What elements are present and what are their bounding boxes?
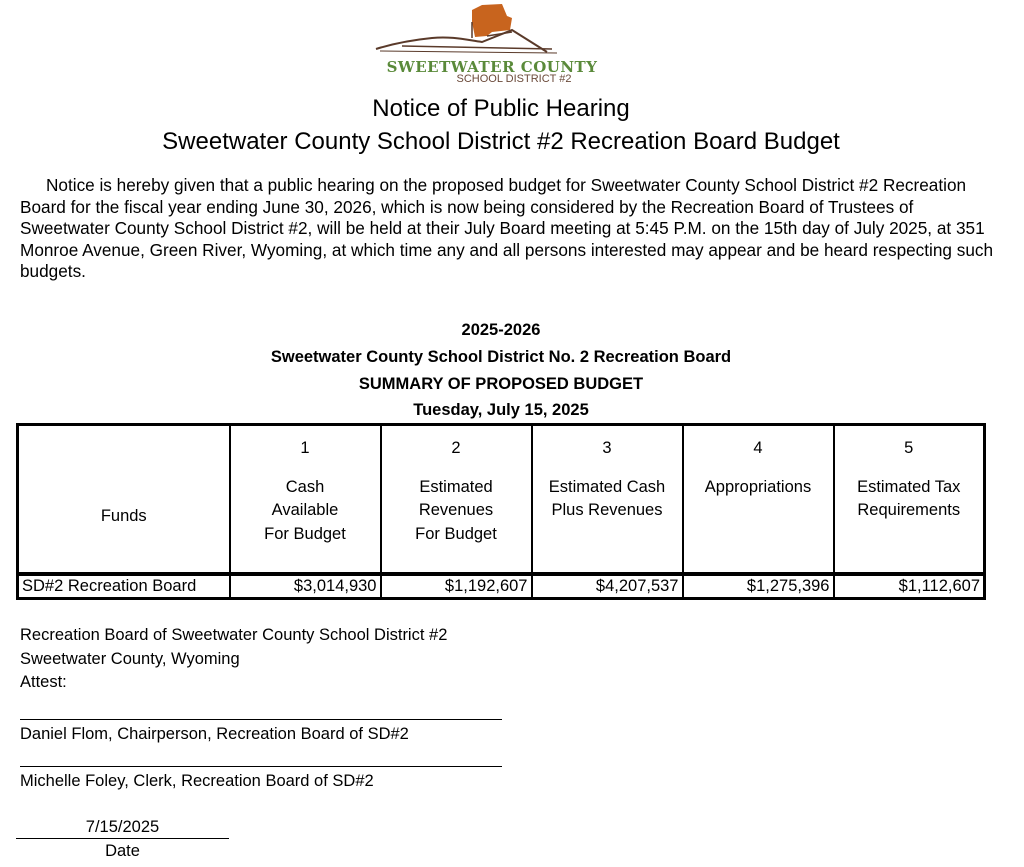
- attest-label: Attest:: [20, 673, 67, 691]
- logo-subtitle: SCHOOL DISTRICT #2: [456, 73, 572, 85]
- column-header-appropriations: 4 Appropriations: [683, 425, 834, 575]
- cash-available-value: $3,014,930: [230, 574, 381, 599]
- column-header-estimated-revenues: 2 Estimated Revenues For Budget: [381, 425, 532, 575]
- cash-plus-revenues-value: $4,207,537: [532, 574, 683, 599]
- district-logo: [372, 2, 612, 86]
- date-label: Date: [105, 842, 140, 860]
- column-header-cash-available: 1 Cash Available For Budget: [230, 425, 381, 575]
- tax-requirements-value: $1,112,607: [834, 574, 985, 599]
- footer-location: Sweetwater County, Wyoming: [20, 650, 240, 668]
- appropriations-value: $1,275,396: [683, 574, 834, 599]
- fund-name: SD#2 Recreation Board: [18, 574, 230, 599]
- signer-clerk: Michelle Foley, Clerk, Recreation Board of SD#2: [20, 772, 374, 790]
- page-subtitle: Sweetwater County School District #2 Recreation Board Budget: [162, 128, 840, 155]
- column-header-funds: Funds: [18, 425, 230, 575]
- budget-summary-table: [16, 423, 986, 600]
- signature-line-clerk: [20, 766, 502, 767]
- signature-line-chairperson: [20, 719, 502, 720]
- summary-heading: SUMMARY OF PROPOSED BUDGET: [358, 375, 644, 393]
- table-header-row: [18, 425, 985, 575]
- mountain-logo-icon: [372, 2, 612, 62]
- logo-title: SWEETWATER COUNTY: [386, 58, 598, 76]
- summary-year: 2025-2026: [461, 321, 541, 339]
- signer-chairperson: Daniel Flom, Chairperson, Recreation Board of SD#2: [20, 725, 409, 743]
- summary-entity: Sweetwater County School District No. 2 Recreation Board: [270, 348, 732, 366]
- column-header-tax-requirements: 5 Estimated Tax Requirements: [834, 425, 985, 575]
- page-title: Notice of Public Hearing: [372, 95, 630, 122]
- summary-date: Tuesday, July 15, 2025: [413, 401, 589, 419]
- date-line: [16, 838, 229, 839]
- notice-paragraph: Notice is hereby given that a public hearing on the proposed budget for Sweetwater County School District #2 Recreation Board for the fiscal year ending June 30, 2026, which is now being considered by the Recreation Board of Trustees of Sweetwater County School District #2, will be held at their July Board meeting at 5:45 P.M. on the 15th day of July 2025, at 351 Monroe Avenue, Green River, Wyoming, at which time any and all persons interested may appear and be heard respecting such budgets.: [20, 175, 994, 282]
- date-value: 7/15/2025: [85, 818, 160, 836]
- estimated-revenues-value: $1,192,607: [381, 574, 532, 599]
- footer-org: Recreation Board of Sweetwater County School District #2: [20, 626, 448, 644]
- column-header-cash-plus-revenues: 3 Estimated Cash Plus Revenues: [532, 425, 683, 575]
- table-row: [18, 574, 985, 599]
